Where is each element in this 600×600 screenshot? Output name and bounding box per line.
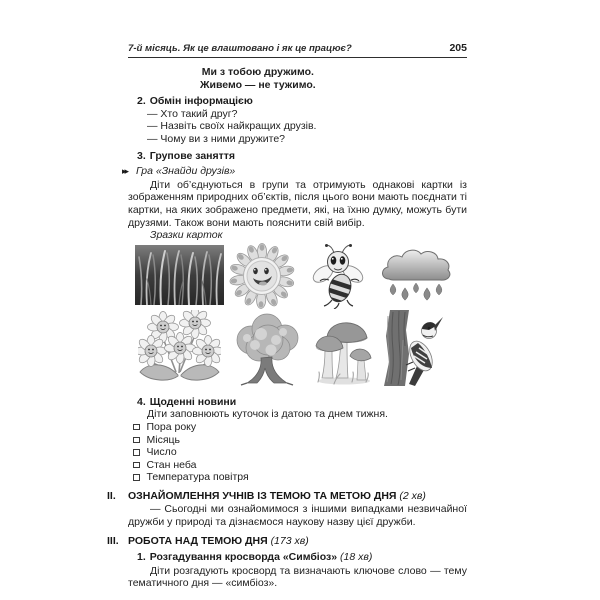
bullet-label: Стан неба	[146, 458, 197, 471]
tree-illustration	[231, 312, 305, 386]
sample-cards-grid	[128, 244, 467, 390]
woodpecker-illustration	[379, 310, 443, 386]
square-bullet-icon	[133, 462, 140, 469]
verse-line-1: Ми з тобою дружимо.	[201, 66, 314, 78]
task-1-heading	[137, 551, 467, 564]
card-grass-image	[135, 245, 224, 305]
text-column	[107, 42, 467, 590]
task-1-title: Розгадування кросворда «Симбіоз»	[149, 551, 338, 564]
item-2-number: 2.	[137, 95, 146, 108]
grass-illustration	[135, 245, 224, 305]
bullet-label: Місяць	[146, 433, 180, 446]
verse-block	[200, 66, 316, 91]
samples-caption: Зразки карток	[150, 229, 223, 242]
card-sun-image	[228, 243, 296, 309]
item-2-label: Обмін інформацією	[149, 95, 253, 108]
card-flowers-image	[138, 310, 221, 386]
section-3-title: РОБОТА НАД ТЕМОЮ ДНЯ	[128, 534, 268, 547]
card-rain-cloud-image	[379, 247, 453, 303]
smiling-sun-illustration	[228, 243, 296, 309]
page-number: 205	[449, 42, 467, 54]
item-4-label: Щоденні новини	[149, 395, 237, 408]
item-3-label: Групове заняття	[149, 149, 236, 162]
bullet-item-sky	[133, 459, 467, 472]
question-2: — Назвіть своїх найкращих друзів.	[147, 120, 317, 133]
task-1-number: 1.	[137, 551, 146, 564]
section-2-text: — Сьогодні ми ознайомимося з іншими випадками незвичайної дружби у природі та дізнаємося наукову назву цієї дружби.	[128, 503, 467, 529]
section-2-heading	[107, 490, 467, 503]
item-3-number: 3.	[137, 149, 146, 162]
bullet-item-date	[133, 446, 467, 459]
running-head	[128, 42, 467, 58]
bullet-label: Пора року	[146, 420, 197, 433]
question-1: — Хто такий друг?	[147, 107, 238, 120]
section-3-number: III.	[107, 534, 119, 547]
game-title: Гра «Знайди друзів»	[136, 165, 236, 178]
bullet-item-month	[133, 434, 467, 447]
item-2-title	[137, 95, 467, 108]
rain-cloud-illustration	[379, 247, 453, 303]
item-4-title	[137, 396, 467, 409]
task-1-duration: (18 хв)	[340, 551, 373, 564]
item-4-description: Діти заповнюють куточок із датою та днем тижня.	[147, 408, 388, 421]
item-4-number: 4.	[137, 395, 146, 408]
smiling-flowers-illustration	[138, 310, 221, 386]
task-1-text: Діти розгадують кросворд та визначають ключове слово — тему тематичного дня — «симбіоз».	[128, 564, 467, 590]
card-tree-image	[231, 312, 305, 386]
card-woodpecker-image	[379, 310, 443, 386]
section-3-heading	[107, 535, 467, 548]
square-bullet-icon	[133, 424, 140, 431]
game-line	[122, 165, 467, 178]
double-arrow-icon: ▸▸	[122, 166, 128, 177]
square-bullet-icon	[133, 437, 140, 444]
section-2-duration: (2 хв)	[399, 489, 426, 502]
verse-line-2: Живемо — не тужимо.	[200, 78, 316, 91]
section-3-duration: (173 хв)	[270, 534, 309, 547]
section-2-number: II.	[107, 489, 116, 502]
bullet-label: Число	[146, 446, 177, 459]
item-3-title	[137, 150, 467, 163]
bullet-item-season	[133, 421, 467, 434]
square-bullet-icon	[133, 449, 140, 456]
section-2-title: ОЗНАЙОМЛЕННЯ УЧНІВ ІЗ ТЕМОЮ ТА МЕТОЮ ДНЯ	[128, 489, 397, 502]
bullet-label: Температура повітря	[146, 471, 249, 484]
bee-illustration	[312, 243, 364, 309]
square-bullet-icon	[133, 474, 140, 481]
bullet-item-temperature	[133, 471, 467, 484]
card-mushrooms-image	[314, 310, 373, 386]
running-head-title: 7-й місяць. Як це влаштовано і як це працює?	[128, 43, 352, 54]
game-description: Діти об’єднуються в групи та отримують однакові картки із зображенням природних об’єктів, після цього вони мають поєднати ті картки, на яких зображено предмети, які, на їхню думку, можуть бути друзями. Також вони мають пояснити свій вибір.	[128, 178, 467, 229]
mushrooms-illustration	[314, 310, 373, 386]
question-3: — Чому ви з ними дружите?	[147, 132, 285, 145]
card-bee-image	[312, 243, 364, 309]
